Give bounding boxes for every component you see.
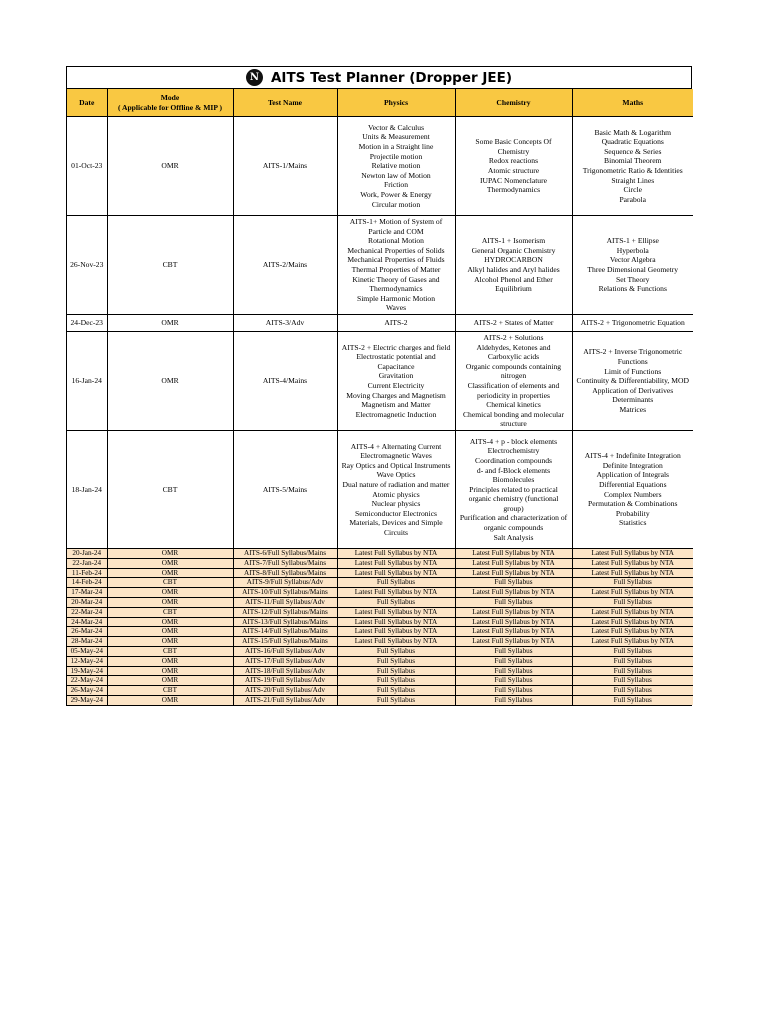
table-row [67,315,693,332]
cell-maths: Full Syllabus [572,695,693,704]
cell-chemistry: AITS-1 + Isomerism General Organic Chemistry HYDROCARBON Alkyl halides and Aryl halides Alcohol Phenol and Ether Equilibrium [455,216,572,315]
cell-mode: OMR [107,558,233,568]
cell-maths: AITS-1 + Ellipse Hyperbola Vector Algebra Three Dimensional Geometry Set Theory Relations & Functions [572,216,693,315]
page-title: AITS Test Planner (Dropper JEE) [270,69,513,86]
header-mode: Mode ( Applicable for Offline & MIP ) [107,89,233,117]
header-date: Date [67,89,107,117]
cell-mode: OMR [107,315,233,332]
cell-physics: Full Syllabus [337,676,455,686]
cell-test: AITS-6/Full Syllabus/Mains [233,549,337,559]
planner-table [67,89,693,705]
table-row [67,597,693,607]
table-row [67,578,693,588]
cell-maths: Full Syllabus [572,646,693,656]
header-chemistry: Chemistry [455,89,572,117]
cell-test: AITS-11/Full Syllabus/Adv [233,597,337,607]
cell-date: 22-Jan-24 [67,558,107,568]
cell-mode: OMR [107,656,233,666]
cell-date: 26-May-24 [67,686,107,696]
table-row [67,617,693,627]
cell-mode: CBT [107,578,233,588]
cell-maths: AITS-2 + Trigonometric Equation [572,315,693,332]
cell-test: AITS-1/Mains [233,117,337,216]
cell-chemistry: Latest Full Syllabus by NTA [455,617,572,627]
cell-test: AITS-16/Full Syllabus/Adv [233,646,337,656]
cell-date: 24-Dec-23 [67,315,107,332]
cell-mode: OMR [107,117,233,216]
cell-mode: OMR [107,332,233,431]
table-row [67,588,693,598]
cell-date: 22-May-24 [67,676,107,686]
cell-physics: Latest Full Syllabus by NTA [337,588,455,598]
cell-chemistry: Latest Full Syllabus by NTA [455,549,572,559]
cell-mode: OMR [107,597,233,607]
cell-mode: OMR [107,695,233,704]
cell-date: 17-Mar-24 [67,588,107,598]
table-row [67,117,693,216]
cell-mode: OMR [107,549,233,559]
cell-physics: Latest Full Syllabus by NTA [337,549,455,559]
title-bar [67,67,691,89]
cell-physics: Full Syllabus [337,695,455,704]
cell-maths: Full Syllabus [572,666,693,676]
cell-test: AITS-20/Full Syllabus/Adv [233,686,337,696]
cell-chemistry: Full Syllabus [455,686,572,696]
cell-maths: AITS-4 + Indefinite Integration Definite Integration Application of Integrals Differential Equations Complex Numbers Permutation & Combinations Probability Statistics [572,431,693,549]
cell-test: AITS-13/Full Syllabus/Mains [233,617,337,627]
cell-chemistry: Full Syllabus [455,656,572,666]
cell-chemistry: AITS-4 + p - block elements Electrochemistry Coordination compounds d- and f-Block elements Biomolecules Principles related to practical organic chemistry (functional group) Purification and characterization of organic compounds Salt Analysis [455,431,572,549]
cell-date: 01-Oct-23 [67,117,107,216]
cell-physics: Latest Full Syllabus by NTA [337,637,455,647]
cell-maths: Latest Full Syllabus by NTA [572,627,693,637]
cell-test: AITS-7/Full Syllabus/Mains [233,558,337,568]
cell-test: AITS-21/Full Syllabus/Adv [233,695,337,704]
cell-test: AITS-19/Full Syllabus/Adv [233,676,337,686]
table-row [67,216,693,315]
cell-mode: OMR [107,637,233,647]
cell-physics: Full Syllabus [337,666,455,676]
cell-date: 14-Feb-24 [67,578,107,588]
cell-mode: OMR [107,627,233,637]
table-row [67,695,693,704]
cell-maths: Full Syllabus [572,597,693,607]
cell-maths: Full Syllabus [572,578,693,588]
cell-date: 22-Mar-24 [67,607,107,617]
cell-date: 12-May-24 [67,656,107,666]
cell-date: 20-Jan-24 [67,549,107,559]
cell-mode: OMR [107,676,233,686]
cell-mode: CBT [107,216,233,315]
cell-maths: Basic Math & Logarithm Quadratic Equations Sequence & Series Binomial Theorem Trigonometric Ratio & Identities Straight Lines Circle Parabola [572,117,693,216]
table-row [67,646,693,656]
header-test-name: Test Name [233,89,337,117]
cell-physics: AITS-1+ Motion of System of Particle and COM Rotational Motion Mechanical Properties of Solids Mechanical Properties of Fluids Thermal Properties of Matter Kinetic Theory of Gases and Thermodynamics Simple Harmonic Motion Waves [337,216,455,315]
cell-mode: OMR [107,666,233,676]
cell-chemistry: Latest Full Syllabus by NTA [455,627,572,637]
cell-mode: OMR [107,568,233,578]
cell-physics: Latest Full Syllabus by NTA [337,568,455,578]
cell-test: AITS-17/Full Syllabus/Adv [233,656,337,666]
cell-mode: OMR [107,588,233,598]
cell-chemistry: Full Syllabus [455,666,572,676]
table-row [67,549,693,559]
cell-chemistry: Full Syllabus [455,578,572,588]
cell-maths: Latest Full Syllabus by NTA [572,549,693,559]
cell-physics: Latest Full Syllabus by NTA [337,607,455,617]
cell-physics: Full Syllabus [337,578,455,588]
cell-physics: Latest Full Syllabus by NTA [337,627,455,637]
table-row [67,431,693,549]
cell-physics: Latest Full Syllabus by NTA [337,558,455,568]
cell-test: AITS-15/Full Syllabus/Mains [233,637,337,647]
cell-date: 26-Nov-23 [67,216,107,315]
table-row [67,332,693,431]
cell-test: AITS-5/Mains [233,431,337,549]
table-row [67,686,693,696]
cell-chemistry: Full Syllabus [455,676,572,686]
cell-maths: Latest Full Syllabus by NTA [572,558,693,568]
cell-chemistry: AITS-2 + States of Matter [455,315,572,332]
cell-physics: Full Syllabus [337,646,455,656]
cell-test: AITS-8/Full Syllabus/Mains [233,568,337,578]
cell-physics: Latest Full Syllabus by NTA [337,617,455,627]
cell-mode: CBT [107,607,233,617]
cell-date: 26-Mar-24 [67,627,107,637]
cell-mode: CBT [107,431,233,549]
cell-maths: AITS-2 + Inverse Trigonometric Functions Limit of Functions Continuity & Differentiability, MOD Application of Derivatives Determinants Matrices [572,332,693,431]
cell-maths: Latest Full Syllabus by NTA [572,568,693,578]
cell-mode: CBT [107,646,233,656]
cell-chemistry: Full Syllabus [455,597,572,607]
cell-physics: Full Syllabus [337,656,455,666]
cell-date: 05-May-24 [67,646,107,656]
cell-maths: Latest Full Syllabus by NTA [572,617,693,627]
cell-physics: AITS-2 [337,315,455,332]
cell-maths: Latest Full Syllabus by NTA [572,588,693,598]
cell-mode: OMR [107,617,233,627]
header-physics: Physics [337,89,455,117]
cell-chemistry: Full Syllabus [455,695,572,704]
table-row [67,656,693,666]
cell-maths: Full Syllabus [572,686,693,696]
cell-date: 18-Jan-24 [67,431,107,549]
cell-date: 11-Feb-24 [67,568,107,578]
cell-maths: Full Syllabus [572,656,693,666]
cell-test: AITS-2/Mains [233,216,337,315]
table-row [67,666,693,676]
cell-test: AITS-10/Full Syllabus/Mains [233,588,337,598]
cell-physics: AITS-2 + Electric charges and field Electrostatic potential and Capacitance Gravitation Current Electricity Moving Charges and Magnetism Magnetism and Matter Electromagnetic Induction [337,332,455,431]
cell-mode: CBT [107,686,233,696]
cell-test: AITS-18/Full Syllabus/Adv [233,666,337,676]
cell-date: 16-Jan-24 [67,332,107,431]
table-row [67,607,693,617]
cell-chemistry: Full Syllabus [455,646,572,656]
cell-date: 19-May-24 [67,666,107,676]
cell-date: 29-May-24 [67,695,107,704]
cell-date: 20-Mar-24 [67,597,107,607]
cell-maths: Latest Full Syllabus by NTA [572,607,693,617]
cell-date: 24-Mar-24 [67,617,107,627]
cell-chemistry: Latest Full Syllabus by NTA [455,588,572,598]
table-row [67,676,693,686]
cell-physics: Vector & Calculus Units & Measurement Motion in a Straight line Projectile motion Relative motion Newton law of Motion Friction Work, Power & Energy Circular motion [337,117,455,216]
cell-test: AITS-4/Mains [233,332,337,431]
cell-test: AITS-3/Adv [233,315,337,332]
cell-chemistry: Some Basic Concepts Of Chemistry Redox reactions Atomic structure IUPAC Nomenclature Thermodynamics [455,117,572,216]
logo-icon: N [246,69,263,86]
cell-date: 28-Mar-24 [67,637,107,647]
cell-physics: AITS-4 + Alternating Current Electromagnetic Waves Ray Optics and Optical Instruments Wave Optics Dual nature of radiation and matter Atomic physics Nuclear physics Semiconductor Electronics Materials, Devices and Simple Circuits [337,431,455,549]
cell-chemistry: Latest Full Syllabus by NTA [455,568,572,578]
cell-test: AITS-14/Full Syllabus/Mains [233,627,337,637]
cell-physics: Full Syllabus [337,686,455,696]
table-row [67,558,693,568]
cell-maths: Full Syllabus [572,676,693,686]
table-row [67,637,693,647]
header-maths: Maths [572,89,693,117]
cell-test: AITS-9/Full Syllabus/Adv [233,578,337,588]
cell-chemistry: Latest Full Syllabus by NTA [455,607,572,617]
header-row [67,89,693,117]
cell-chemistry: Latest Full Syllabus by NTA [455,558,572,568]
table-row [67,568,693,578]
cell-chemistry: Latest Full Syllabus by NTA [455,637,572,647]
table-row [67,627,693,637]
planner-body [67,117,693,705]
cell-physics: Full Syllabus [337,597,455,607]
cell-chemistry: AITS-2 + Solutions Aldehydes, Ketones and Carboxylic acids Organic compounds containing nitrogen Classification of elements and periodicity in properties Chemical kinetics Chemical bonding and molecular structure [455,332,572,431]
test-planner-sheet [66,66,692,706]
cell-test: AITS-12/Full Syllabus/Mains [233,607,337,617]
cell-maths: Latest Full Syllabus by NTA [572,637,693,647]
